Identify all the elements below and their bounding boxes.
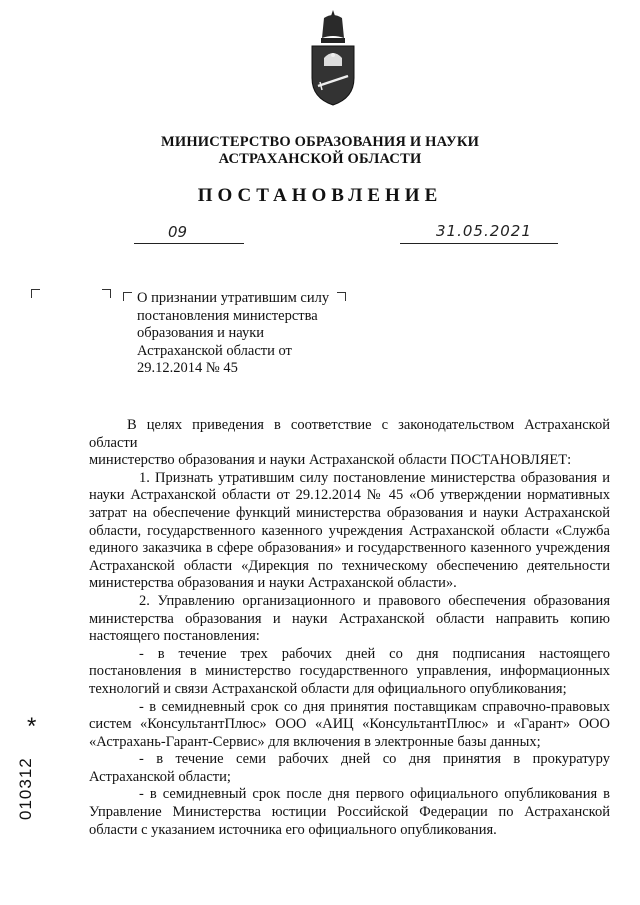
ministry-line-1: МИНИСТЕРСТВО ОБРАЗОВАНИЯ И НАУКИ [160,134,480,150]
date-underline [400,243,558,244]
bullet-4: - в семидневный срок после дня первого официального опубликования в Управление Министерства юстиции Российской Федерации по Астраханской области с указанием источника его официального опубликования. [89,786,610,838]
margin-asterisk: * [27,713,37,740]
subject-block [137,290,357,378]
intro-resolution: министерство образования и науки Астраханской области ПОСТАНОВЛЯЕТ: [89,452,572,469]
subject-line: образования и науки [137,325,265,341]
corner-mark-right [102,289,111,298]
bullet-2: - в семидневный срок со дня принятия поставщикам справочно-правовых систем «КонсультантПлюс» ООО «АИЦ «КонсультантПлюс» и «Гарант» ООО «Астрахань-Гарант-Сервис» для включения в электронные базы данных; [89,698,610,750]
ministry-line-2: АСТРАХАНСКОЙ ОБЛАСТИ [218,151,422,167]
doc-type-title: ПОСТАНОВЛЕНИЕ [197,185,443,206]
item-1: 1. Признать утратившим силу постановление министерства образования и науки Астраханской области от 29.12.2014 № 45 «Об утверждении нормативных затрат на обеспечение функций министерства образования и науки Астраханской области, государственного казенного учреждения Астраханской области «Служба единого заказчика в сфере образования» и государственного казенного учреждения Астраханской области «Дирекция по техническому обеспечению деятельности министерства образования и науки Астраханской области». [89,469,610,592]
margin-serial-number: 010312 [16,757,35,820]
subject-line: О признании утратившим силу [137,290,330,306]
item-2: 2. Управлению организационного и правового обеспечения образования министерства образования и науки Астраханской области направить копию настоящего постановления: [89,592,610,645]
subject-line: 29.12.2014 № 45 [137,360,238,376]
subject-line: постановления министерства [137,307,318,324]
subject-line: Астраханской области от [137,342,292,359]
document-number: 09 [168,223,188,241]
ministry-name [0,134,640,168]
corner-mark-left [31,289,40,298]
document-date: 31.05.2021 [436,222,532,240]
bullet-1: - в течение трех рабочих дней со дня подписания настоящего постановления в министерство государственного управления, информационных технологий и связи Астраханской области для официального опубликования; [89,645,610,697]
bullet-3: - в течение семи рабочих дней со дня принятия в прокуратуру Астраханской области; [89,751,610,785]
subject-bracket-left [123,292,132,301]
intro-paragraph: В целях приведения в соответствие с законодательством Астраханской области [89,417,610,451]
document-body [89,417,610,839]
astrakhan-coat-of-arms-icon [302,8,364,108]
number-underline [134,243,244,244]
